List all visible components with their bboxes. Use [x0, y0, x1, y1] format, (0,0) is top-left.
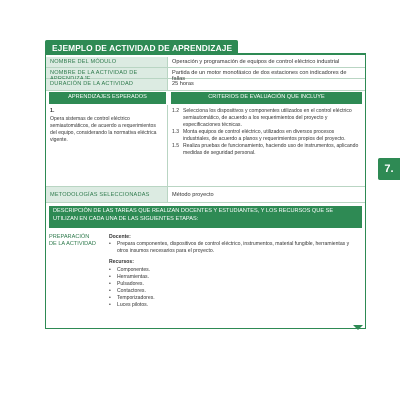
recurso-text: Herramientas.	[117, 274, 149, 280]
recurso-text: Componentes.	[117, 267, 151, 273]
recursos-list	[109, 267, 361, 309]
content-row	[46, 105, 365, 187]
criterios-header: CRITERIOS DE EVALUACIÓN QUE INCLUYE	[171, 92, 362, 104]
docente-item	[109, 241, 361, 255]
activity-name-value: Partida de un motor monofásico de dos estaciones con indicadores de fallas	[172, 70, 347, 82]
duration-row	[46, 79, 365, 91]
continue-arrow-icon	[353, 325, 363, 330]
recurso-item	[109, 288, 361, 295]
bullet-icon: •	[109, 288, 111, 294]
preparacion-body	[109, 234, 361, 309]
docente-heading: Docente:	[109, 234, 131, 240]
docente-text: Prepara componentes, dispositivos de control eléctrico, instrumentos, material fungible, herramientas y otros insumos necesarios para el proyecto.	[117, 241, 350, 254]
recursos-heading: Recursos:	[109, 259, 134, 265]
recurso-text: Luces pilotos.	[117, 302, 149, 308]
aprendizaje-text: Opera sistemas de control eléctrico semiautomáticos, de acuerdo a requerimientos del equipo, considerando la normativa eléctrica vigente.	[50, 116, 157, 143]
criterio-item	[172, 129, 361, 143]
module-label: NOMBRE DEL MÓDULO	[46, 57, 167, 67]
bullet-icon: •	[109, 295, 111, 301]
activity-name-label: NOMBRE DE LA ACTIVIDAD DE	[46, 68, 167, 78]
chapter-tab: 7.	[378, 158, 400, 180]
aprendizaje-number: 1.	[50, 108, 55, 114]
criterios-cell	[172, 108, 361, 157]
recurso-text: Contactores.	[117, 288, 146, 294]
bullet-icon: •	[109, 302, 111, 308]
metodologias-value: Método proyecto	[172, 192, 214, 198]
recurso-text: Temporizadores.	[117, 295, 155, 301]
aprendizajes-header: APRENDIZAJES ESPERADOS	[49, 92, 166, 104]
preparacion-label: PREPARACIÓN DE LA ACTIVIDAD	[49, 234, 96, 247]
criterio-text: Selecciona los dispositivos y componentes utilizados en el control eléctrico semiautomático, de acuerdo a los requerimientos del proyecto y especificaciones técnicas.	[183, 108, 352, 128]
metodologias-row	[46, 187, 365, 203]
recurso-item	[109, 267, 361, 274]
activity-table	[45, 53, 366, 329]
recurso-item	[109, 302, 361, 309]
activity-title: EJEMPLO DE ACTIVIDAD DE APRENDIZAJE	[45, 40, 238, 55]
recurso-item	[109, 281, 361, 288]
bullet-icon: •	[109, 241, 111, 247]
recurso-text: Pulsadores.	[117, 281, 144, 287]
metodologias-label: METODOLOGÍAS SELECCIONADAS	[46, 187, 167, 202]
module-row	[46, 57, 365, 68]
recurso-item	[109, 295, 361, 302]
module-value: Operación y programación de equipos de control eléctrico industrial	[172, 59, 340, 65]
preparacion-row	[46, 230, 365, 329]
criterio-text: Monta equipos de control eléctrico, utilizados en diversos procesos industriales, de acuerdo a planos y requerimientos propios del proyecto.	[183, 129, 346, 142]
criterio-item	[172, 143, 361, 157]
activity-name-row	[46, 68, 365, 82]
criterio-number: 1.5	[172, 143, 180, 149]
columns-header-row	[46, 91, 365, 105]
duration-value: 25 horas	[172, 81, 194, 87]
criterio-number: 1.3	[172, 129, 180, 135]
duration-label: DURACIÓN DE LA ACTIVIDAD	[46, 79, 167, 90]
criterio-text: Realiza pruebas de funcionamiento, haciendo uso de instrumentos, aplicando medidas de seguridad personal.	[183, 143, 359, 156]
aprendizaje-cell	[50, 108, 164, 144]
bullet-icon: •	[109, 267, 111, 273]
descripcion-band: DESCRIPCIÓN DE LAS TAREAS QUE REALIZAN DOCENTES Y ESTUDIANTES, Y LOS RECURSOS QUE SE UTILIZAN EN CADA UNA DE LAS SIGUIENTES ETAPAS:	[49, 206, 362, 228]
bullet-icon: •	[109, 281, 111, 287]
criterio-item	[172, 108, 361, 129]
criterio-number: 1.2	[172, 108, 180, 114]
bullet-icon: •	[109, 274, 111, 280]
recurso-item	[109, 274, 361, 281]
